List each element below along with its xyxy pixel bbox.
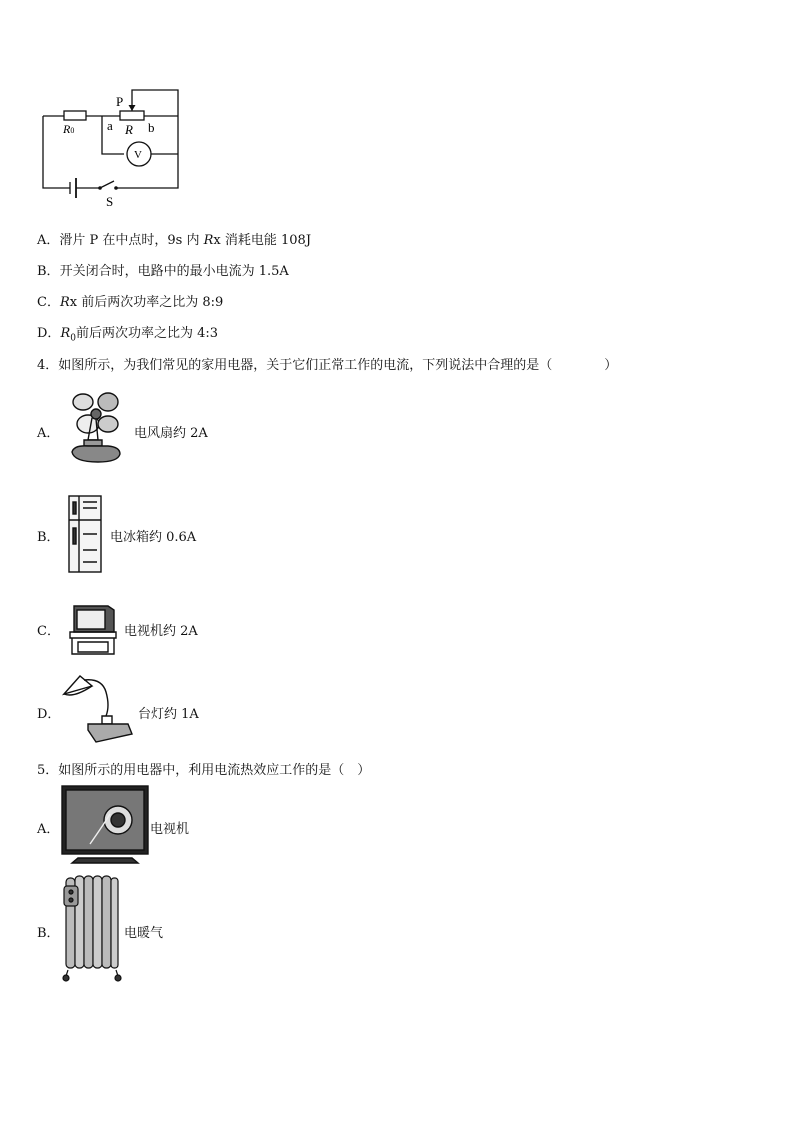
q3-option-d: D．$R_0$前后两次功率之比为 4:3 (37, 326, 219, 344)
q5-option-a-letter: A． (37, 822, 60, 837)
q4-option-b-letter: B． (37, 530, 60, 545)
q4-option-c-letter: C． (37, 624, 60, 639)
label-b: b (148, 120, 155, 135)
label-r0: R0 (63, 122, 75, 136)
q4-option-d-letter: D． (37, 707, 61, 722)
rheostat-r (120, 111, 144, 120)
q5-stem: 5．如图所示的用电器中，利用电流热效应工作的是（ ） (37, 763, 371, 778)
q5-option-b-letter: B． (37, 926, 60, 941)
q3-option-a: A．滑片 P 在中点时，9s 内 Rx 消耗电能 108J (37, 233, 312, 248)
q4-option-d-label: 台灯约 1A (138, 707, 199, 722)
desk-lamp-icon (62, 672, 134, 744)
q5-option-a-label: 电视机 (150, 822, 190, 837)
label-a: a (107, 118, 113, 133)
label-r: R (125, 122, 133, 137)
q4-option-b-label: 电冰箱约 0.6A (110, 530, 197, 545)
q5-option-b-label: 电暖气 (124, 926, 164, 941)
flat-tv-icon (60, 784, 150, 866)
electric-fan-icon (68, 390, 124, 466)
circuit-diagram (38, 86, 188, 208)
q3-option-b: B．开关闭合时，电路中的最小电流为 1.5A (37, 264, 289, 279)
oil-heater-icon (62, 872, 122, 982)
resistor-r0 (64, 111, 86, 120)
q4-option-c-label: 电视机约 2A (124, 624, 198, 639)
q4-option-a-label: 电风扇约 2A (134, 426, 208, 441)
label-s: S (106, 194, 114, 209)
slider-p (132, 90, 178, 116)
q3-option-c: C．Rx 前后两次功率之比为 8:9 (37, 295, 224, 310)
crt-television-icon (68, 602, 120, 658)
label-p: P (116, 94, 124, 109)
refrigerator-icon (67, 494, 103, 576)
q4-stem: 4．如图所示，为我们常见的家用电器，关于它们正常工作的电流，下列说法中合理的是（ ） (37, 358, 618, 373)
q4-option-a-letter: A． (37, 426, 60, 441)
label-v: V (134, 149, 142, 161)
